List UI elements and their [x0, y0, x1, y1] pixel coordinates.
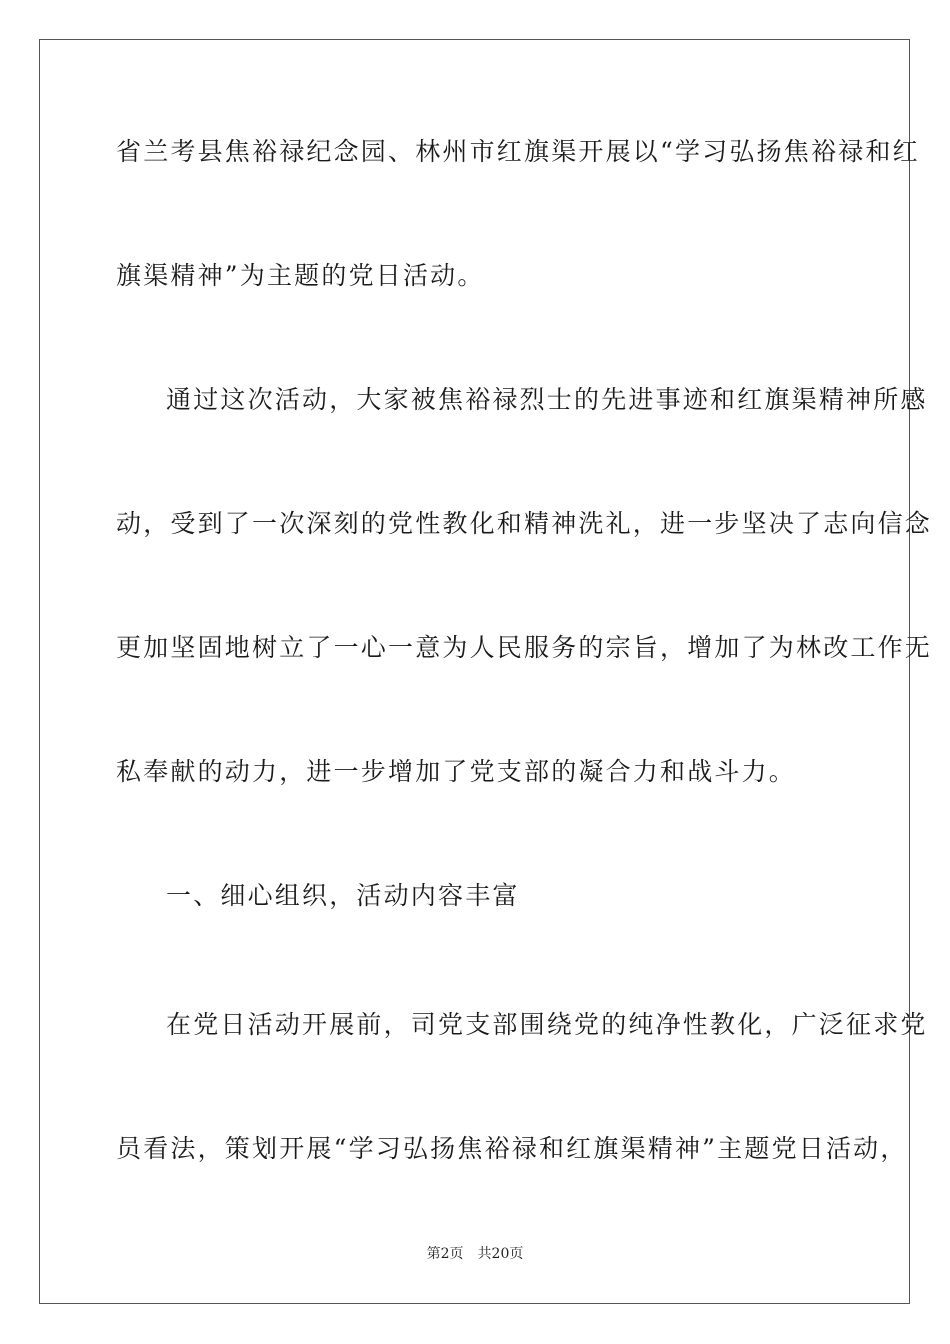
paragraph-line: 在党日活动开展前，司党支部围绕党的纯净性教化，广泛征求党 — [166, 1010, 928, 1039]
paragraph-line: 动，受到了一次深刻的党性教化和精神洗礼，进一步坚决了志向信念 — [116, 509, 933, 538]
page-footer — [0, 1245, 950, 1263]
page-total: 共20页 — [477, 1246, 524, 1262]
paragraph-line: 员看法，策划开展“学习弘扬焦裕禄和红旗渠精神”主题党日活动， — [116, 1134, 908, 1163]
paragraph-line: 通过这次活动，大家被焦裕禄烈士的先进事迹和红旗渠精神所感 — [166, 385, 928, 414]
section-heading: 一、细心组织，活动内容丰富 — [166, 881, 520, 910]
paragraph-line: 私奉献的动力，进一步增加了党支部的凝合力和战斗力。 — [116, 757, 797, 786]
paragraph-line: 更加坚固地树立了一心一意为人民服务的宗旨，增加了为林改工作无 — [116, 633, 933, 662]
paragraph-line: 旗渠精神”为主题的党日活动。 — [116, 261, 485, 290]
page-number: 第2页 — [426, 1246, 464, 1262]
page-frame — [39, 39, 933, 1304]
paragraph-line: 省兰考县焦裕禄纪念园、林州市红旗渠开展以“学习弘扬焦裕禄和红 — [116, 137, 920, 166]
